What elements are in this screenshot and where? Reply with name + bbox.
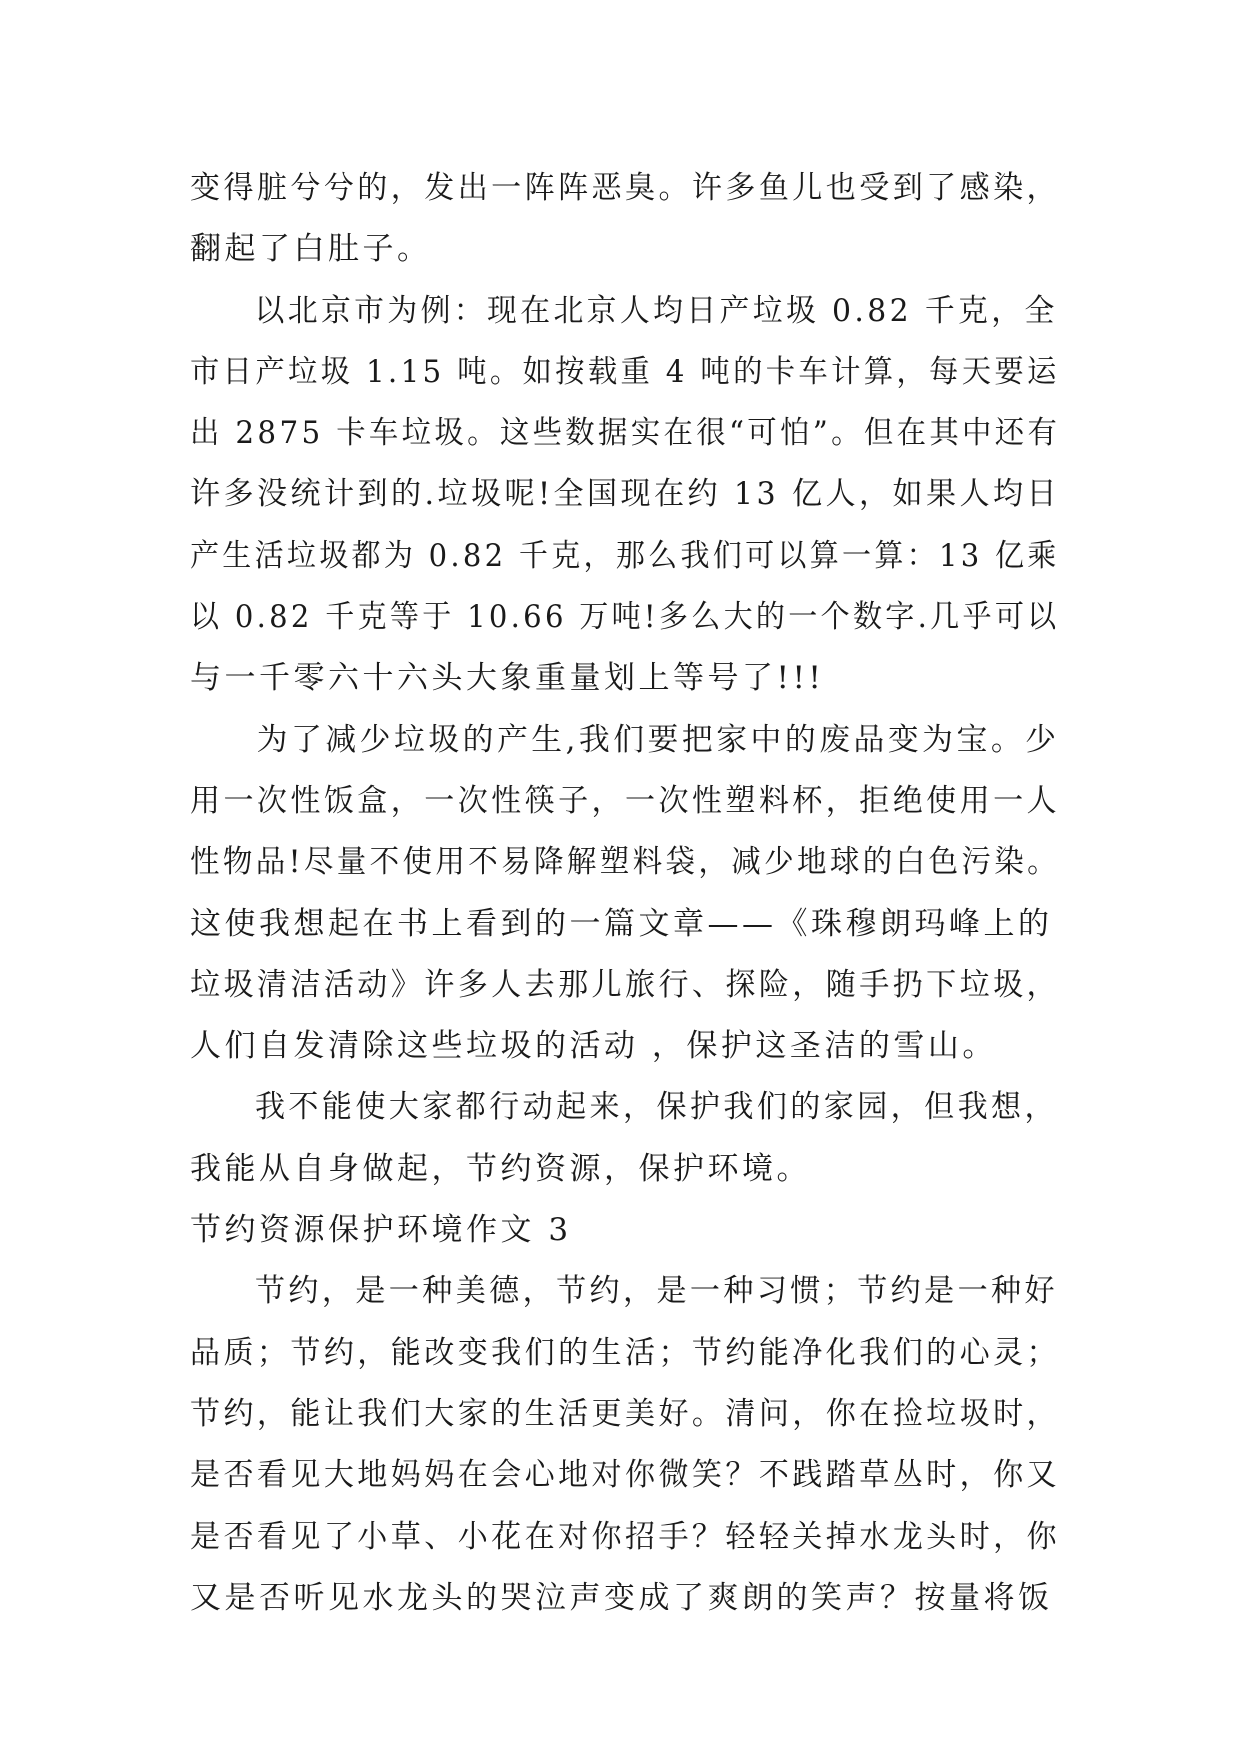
- text-line: 节约，能让我们大家的生活更美好。清问，你在捡垃圾时，: [190, 1395, 1061, 1432]
- paragraph-start-line: 为了减少垃圾的产生,我们要把家中的废品变为宝。少: [256, 721, 1060, 758]
- text-line: 这使我想起在书上看到的一篇文章——《珠穆朗玛峰上的: [190, 905, 1053, 942]
- text-line: 市日产垃圾 1.15 吨。如按载重 4 吨的卡车计算，每天要运: [190, 353, 1060, 390]
- text-line: 我能从自身做起，节约资源，保护环境。: [190, 1150, 811, 1187]
- paragraph-start-line: 以北京市为例：现在北京人均日产垃圾 0.82 千克，全: [254, 292, 1058, 329]
- text-line: 品质；节约，能改变我们的生活；节约能净化我们的心灵；: [190, 1334, 1061, 1371]
- text-line: 垃圾清洁活动》许多人去那儿旅行、探险，随手扔下垃圾，: [190, 966, 1061, 1003]
- text-line: 产生活垃圾都为 0.82 千克，那么我们可以算一算：13 亿乘: [190, 537, 1060, 574]
- text-line: 是否看见大地妈妈在会心地对你微笑？不践踏草丛时，你又: [190, 1457, 1061, 1494]
- text-line: 翻起了白肚子。: [190, 231, 432, 268]
- text-line: 许多没统计到的.垃圾呢!全国现在约 13 亿人，如果人均日: [190, 476, 1060, 513]
- document-page: [190, 158, 1060, 1629]
- text-line: 以 0.82 千克等于 10.66 万吨!多么大的一个数字.几乎可以: [190, 599, 1060, 636]
- text-line: 性物品!尽量不使用不易降解塑料袋，减少地球的白色污染。: [190, 844, 1060, 881]
- text-line: 变得脏兮兮的，发出一阵阵恶臭。许多鱼儿也受到了感染，: [190, 170, 1061, 206]
- text-line: 人们自发清除这些垃圾的活动 ，保护这圣洁的雪山。: [190, 1028, 997, 1065]
- section-heading: 节约资源保护环境作文 3: [190, 1212, 572, 1249]
- paragraph-start-line: 节约，是一种美德，节约，是一种习惯；节约是一种好: [254, 1273, 1058, 1310]
- text-line: 用一次性饭盒，一次性筷子，一次性塑料杯，拒绝使用一人: [190, 782, 1061, 819]
- text-line: 又是否听见水龙头的哭泣声变成了爽朗的笑声？按量将饭: [190, 1579, 1053, 1616]
- text-line: 出 2875 卡车垃圾。这些数据实在很“可怕”。但在其中还有: [190, 415, 1061, 452]
- text-line: 是否看见了小草、小花在对你招手？轻轻关掉水龙头时，你: [190, 1518, 1061, 1555]
- text-line: 与一千零六十六头大象重量划上等号了!!!: [190, 660, 825, 697]
- paragraph-start-line: 我不能使大家都行动起来，保护我们的家园，但我想，: [254, 1089, 1058, 1126]
